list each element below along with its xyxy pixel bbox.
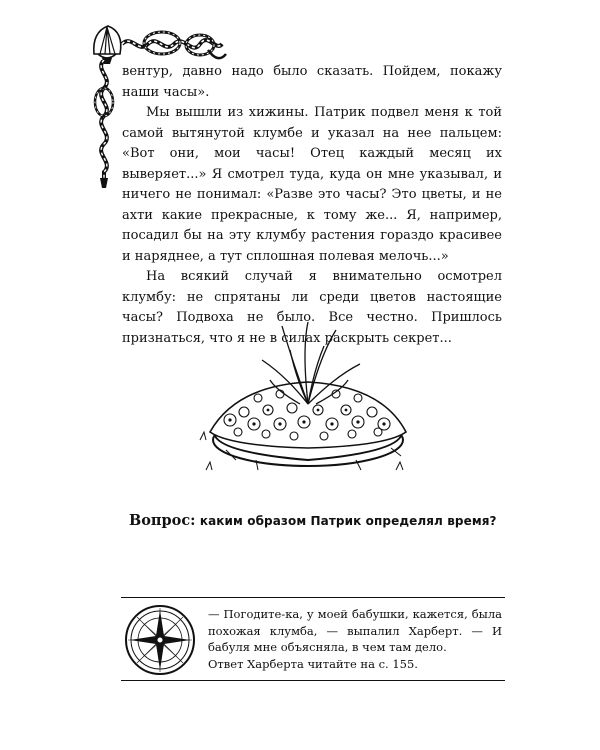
question-text: каким образом Патрик определял время? [199, 514, 497, 528]
hint-text [208, 606, 502, 672]
question [129, 511, 509, 531]
rope-vertical-ornament [92, 60, 116, 188]
hint-top-rule [121, 597, 505, 598]
story-text [122, 62, 502, 349]
hint-answer-reference: Ответ Харберта читайте на с. 155. [208, 656, 418, 671]
flowerbed-illustration [196, 320, 418, 488]
seashell-icon [94, 26, 121, 64]
hint-line: — Погодите-ка, у моей бабушки, кажется, была похожая клумба, — выпалил Харберт. — И бабуля мне объясняла, в чем там дело. [208, 607, 502, 654]
story-paragraph: вентур, давно надо было сказать. Пойдем, покажу наши часы». [122, 64, 502, 100]
story-paragraph: Мы вышли из хижины. Патрик подвел меня к той самой вытянутой клумбе и указал на нее пальцем: «Вот они, мои часы! Отец каждый месяц их выверяет...» Я смотрел туда, куда он мне указывал, и ничего не понимал: «Разве это часы? Это цветы, и не ахти какие прекрасные, к тому же... Я, например, посадил бы на эту клумбу растения гораздо красивее и наряднее, а тут сплошная полевая мелочь...» [122, 105, 502, 264]
compass-rose-icon [124, 604, 196, 676]
question-label: Вопрос: [129, 512, 196, 529]
story-paragraph: На всякий случай я внимательно осмотрел клумбу: не спрятаны ли среди цветов настоящие часы? Подвоха не было. Все честно. Пришлось признаться, что я не в силах раскрыть секрет... [122, 269, 502, 346]
hint-bottom-rule [121, 680, 505, 681]
